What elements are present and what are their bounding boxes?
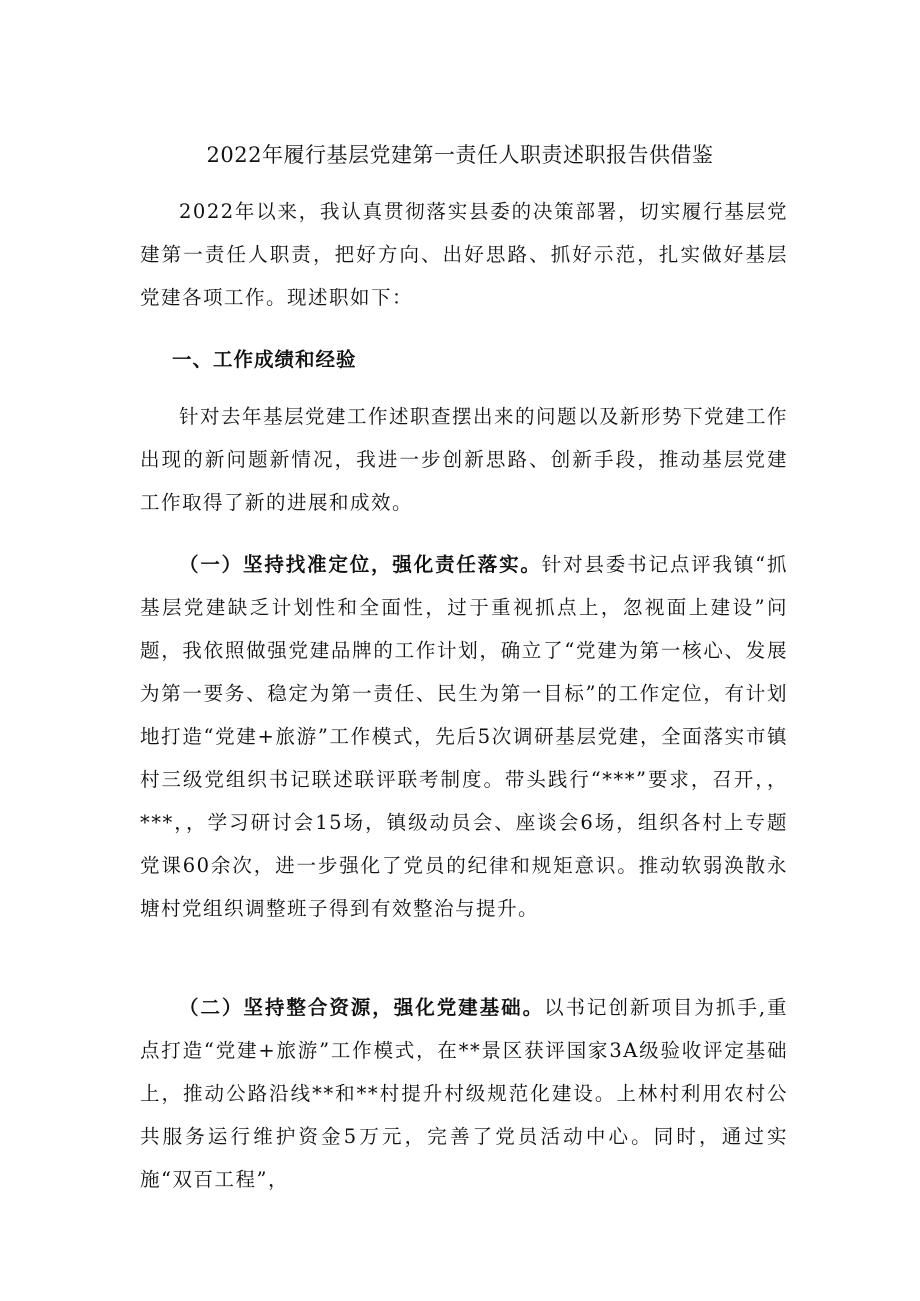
item-1-lead: （一）坚持找准定位，强化责任落实。 bbox=[179, 553, 542, 576]
item-1-body: 针对县委书记点评我镇“抓基层党建缺乏计划性和全面性，过于重视抓点上，忽视面上建设”问题，我依照做强党建品牌的工作计划，确立了“党建为第一核心、发展为第一要务、稳定为第一责任、民生为第一目标”的工作定位，有计划地打造“党建+旅游”工作模式，先后5次调研基层党建，全面落实市镇村三级党组织书记联述联评联考制度。带头践行“***”要求，召开，，***，，学习研讨会15场，镇级动员会、座谈会6场，组织各村上专题党课60余次，进一步强化了党员的纪律和规矩意识。推动软弱涣散永塘村党组织调整班子得到有效整治与提升。 bbox=[140, 553, 788, 920]
item-2-lead: （二）坚持整合资源，强化党建基础。 bbox=[179, 996, 545, 1019]
section-heading: 一、工作成绩和经验 bbox=[172, 348, 357, 371]
item-2-body: 以书记创新项目为抓手,重点打造“党建+旅游”工作模式，在**景区获评国家3A级验收评定基础上，推动公路沿线**和**村提升村级规范化建设。上林村利用农村公共服务运行维护资金5万元，完善了党员活动中心。同时，通过实施“双百工程”， bbox=[140, 996, 788, 1191]
intro-paragraph: 2022年以来，我认真贯彻落实县委的决策部署，切实履行基层党建第一责任人职责，把好方向、出好思路、抓好示范，扎实做好基层党建各项工作。现述职如下： bbox=[140, 200, 788, 309]
document-title: 2022年履行基层党建第一责任人职责述职报告供借鉴 bbox=[206, 143, 714, 167]
item-2-paragraph bbox=[140, 986, 788, 1201]
section-intro-paragraph: 针对去年基层党建工作述职查摆出来的问题以及新形势下党建工作出现的新问题新情况，我进一步创新思路、创新手段，推动基层党建工作取得了新的进展和成效。 bbox=[140, 405, 789, 514]
item-1-paragraph bbox=[140, 543, 788, 930]
